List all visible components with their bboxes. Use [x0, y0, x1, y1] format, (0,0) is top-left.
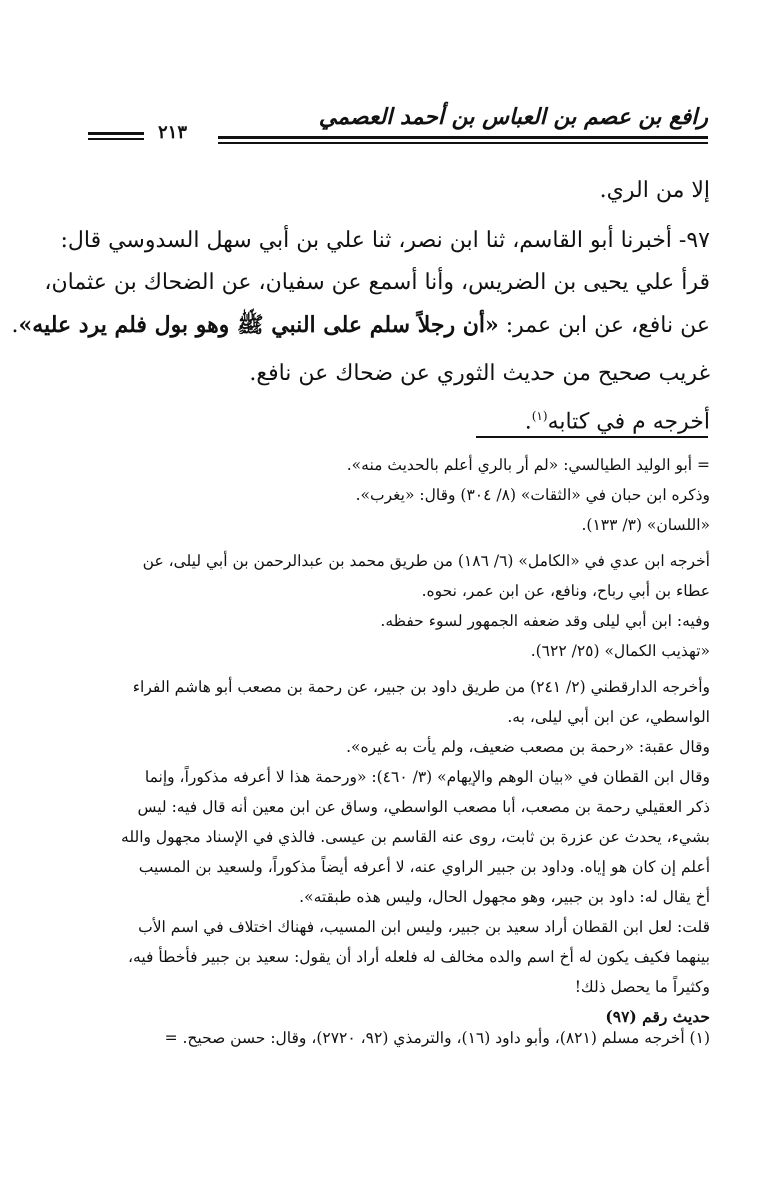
grading-line: غريب صحيح من حديث الثوري عن ضحاك عن نافع. [249, 361, 710, 386]
note-line: «اللسان» (٣/ ١٣٣). [581, 516, 710, 534]
footnote-1: (١) أخرجه مسلم (٨٢١)، وأبو داود (١٦)، والترمذي (٩٢، ٢٧٢٠)، وقال: حسن صحيح. = [164, 1029, 710, 1047]
note-line: «تهذيب الكمال» (٢٥/ ٦٢٢). [530, 642, 710, 660]
note-line: أخرجه ابن عدي في «الكامل» (٦/ ١٨٦) من طريق محمد بن عبدالرحمن بن أبي ليلى، عن [142, 552, 710, 570]
punctuation: . [524, 409, 532, 435]
main-text [11, 170, 710, 443]
note-line: وذكره ابن حبان في «الثقات» (٨/ ٣٠٤) وقال: «يغرب». [355, 486, 710, 504]
note-line: وفيه: ابن أبي ليلى وقد ضعفه الجمهور لسوء حفظه. [380, 612, 710, 630]
note-line: ذكر العقيلي رحمة بن مصعب، أبا مصعب الواسطي، وساق عن ابن معين أنه قال فيه: ليس [137, 798, 710, 816]
page-number: ٢١٣ [150, 122, 195, 143]
hadith-line: قرأ علي يحيى بن الضريس، وأنا أسمع عن سفيان، عن الضحاك بن عثمان، [44, 270, 710, 295]
main-line: إلا من الري. [599, 178, 710, 203]
footnotes-block [55, 450, 710, 1032]
header-rule-right [218, 136, 708, 139]
takhrij-text: أخرجه م في كتابه [547, 409, 710, 435]
hadith-matn: «أن رجلاً سلم على النبي ﷺ وهو بول فلم يرد عليه» [18, 312, 499, 338]
note-line: وقال ابن القطان في «بيان الوهم والإيهام» (٣/ ٤٦٠): «ورحمة هذا لا أعرفه مذكوراً، وإنما [144, 768, 710, 786]
hadith-line [11, 304, 710, 347]
note-line: = أبو الوليد الطيالسي: «لم أر بالري أعلم بالحديث منه». [346, 456, 710, 474]
note-line: أعلم إن كان هو إياه. وداود بن جبير الراوي عنه، لا أعرفه أيضاً مذكوراً، ولسعيد بن المسيب [138, 858, 710, 876]
running-title: رافع بن عصم بن العباس بن أحمد العصمي [318, 104, 708, 130]
header-rule-left [88, 132, 144, 140]
hadith-number-heading: حديث رقم (٩٧) [605, 1007, 710, 1026]
note-line: الواسطي، عن ابن أبي ليلى، به. [507, 708, 710, 726]
note-line: عطاء بن أبي رباح، ونافع، عن ابن عمر، نحوه. [421, 582, 710, 600]
hadith-line: ٩٧- أخبرنا أبو القاسم، ثنا ابن نصر، ثنا علي بن أبي سهل السدوسي قال: [60, 228, 710, 253]
punctuation: . [11, 313, 19, 338]
note-line: بشيء، يحدث عن عزرة بن ثابت، روى عنه القاسم بن عيسى. فالذي في الإسناد مجهول والله [121, 828, 710, 846]
note-line: وقال عقبة: «رحمة بن مصعب ضعيف، ولم يأت به غيره». [346, 738, 710, 756]
note-line: أخ يقال له: داود بن جبير، وهو مجهول الحال، وليس هذه طبقته». [299, 888, 710, 906]
note-line: وأخرجه الدارقطني (٢/ ٢٤١) من طريق داود بن جبير، عن رحمة بن مصعب أبو هاشم الفراء [132, 678, 710, 696]
note-line: قلت: لعل ابن القطان أراد سعيد بن جبير، وليس ابن المسيب، فهناك اختلاف في اسم الأب [138, 918, 710, 936]
hadith-isnad-end: عن نافع، عن ابن عمر: [498, 313, 710, 338]
footnote-ref: (١) [531, 409, 548, 423]
footnote-separator [476, 436, 708, 438]
note-line: وكثيراً ما يحصل ذلك! [574, 978, 710, 996]
page-header [88, 104, 708, 154]
note-line: بينهما فكيف يكون له أخ اسم والده مخالف له فلعله أراد أن يقول: سعيد بن جبير فأخطأ فيه، [128, 948, 710, 966]
header-rule-right-thin [218, 142, 708, 144]
